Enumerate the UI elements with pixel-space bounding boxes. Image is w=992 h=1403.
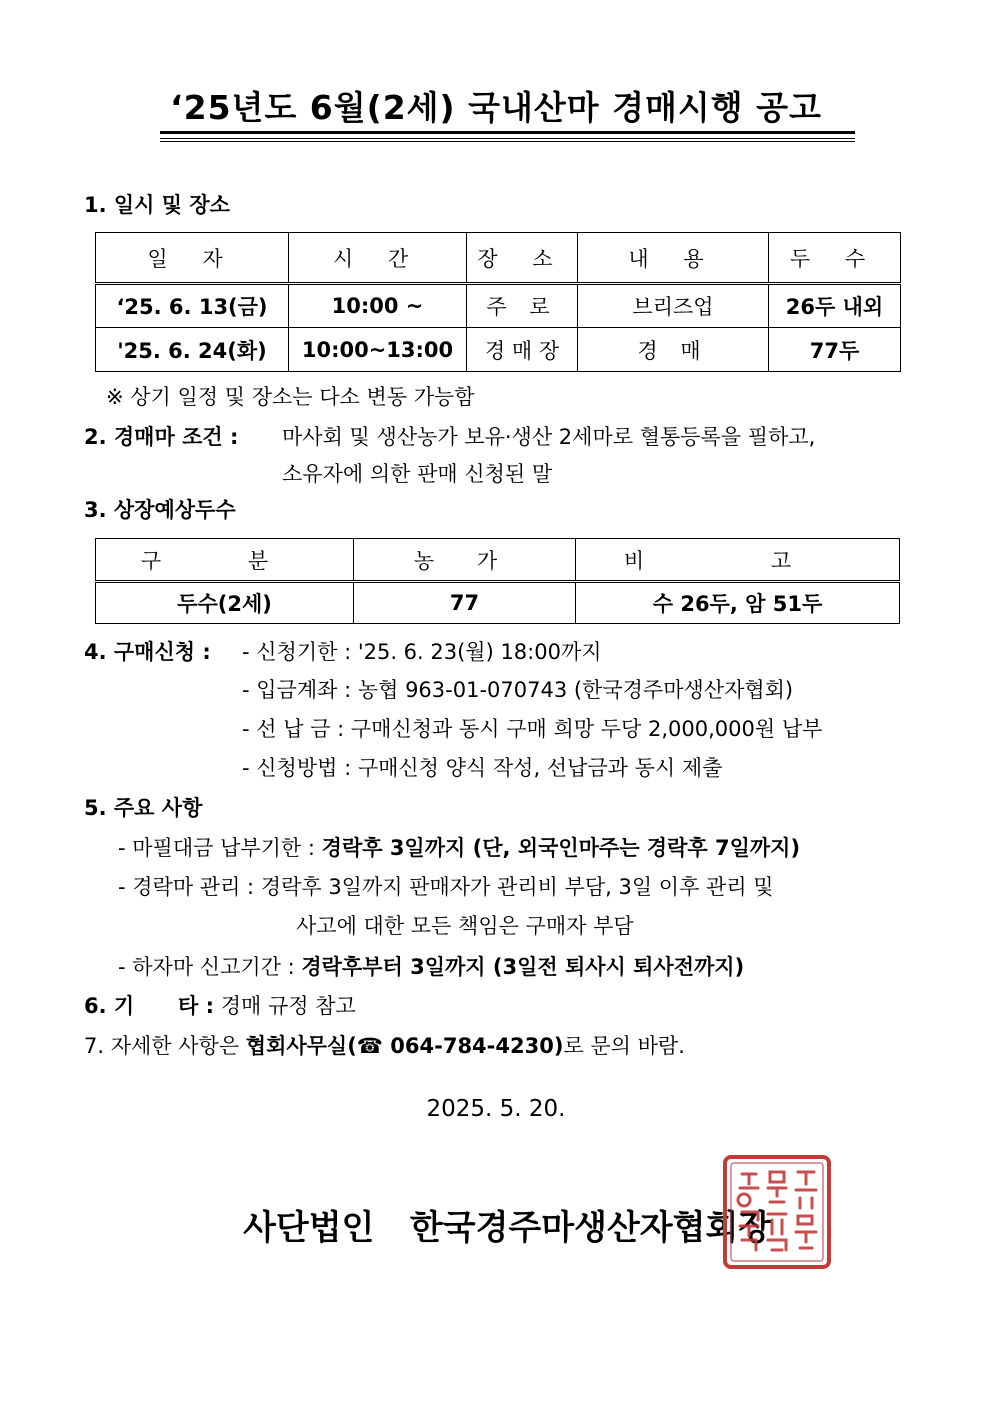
schedule-table <box>95 232 901 372</box>
header-cell-category: 구 분 <box>96 539 354 582</box>
section-4-label: 4. 구매신청 : <box>84 640 211 664</box>
header-cell-remark: 비 고 <box>576 539 900 582</box>
purchase-item-deposit: - 선 납 금 : 구매신청과 동시 구매 희망 두당 2,000,000원 납부 <box>242 717 823 741</box>
contact-office: 협회사무실(☎ 064-784-4230) <box>245 1034 564 1058</box>
header-cell-count: 두 수 <box>769 233 901 284</box>
header-cell-farm: 농 가 <box>354 539 576 582</box>
header-cell-content: 내 용 <box>578 233 769 284</box>
item-label: - 마필대금 납부기한 : <box>118 836 322 860</box>
item-label: - 하자마 신고기간 : <box>118 955 302 979</box>
management-item-line2: 사고에 대한 모든 책임은 구매자 부담 <box>296 914 634 938</box>
section-2-label: 2. 경매마 조건 : <box>84 425 239 449</box>
table-row <box>96 284 901 328</box>
purchase-item-account: - 입금계좌 : 농협 963-01-070743 (한국경주마생산자협회) <box>242 678 794 702</box>
section-2-text-line2: 소유자에 의한 판매 신청된 말 <box>282 462 553 486</box>
table-row <box>96 328 901 372</box>
purchase-item-deadline: - 신청기한 : '25. 6. 23(월) 18:00까지 <box>242 640 602 664</box>
section-1-heading: 1. 일시 및 장소 <box>84 193 230 217</box>
section-6 <box>84 992 356 1020</box>
page-title: ‘25년도 6월(2세) 국내산마 경매시행 공고 <box>170 88 822 127</box>
table-row <box>96 582 900 624</box>
table-cell: 브리즈업 <box>578 284 769 328</box>
section-2-text-line1: 마사회 및 생산농가 보유·생산 2세마로 혈통등록을 필하고, <box>282 425 816 449</box>
item-emphasis: 경락후부터 3일까지 (3일전 퇴사시 퇴사전까지) <box>301 955 745 979</box>
notice-date: 2025. 5. 20. <box>426 1096 566 1122</box>
table-cell: 10:00~13:00 <box>289 328 467 372</box>
defect-report-item <box>118 953 744 981</box>
table-header-row <box>96 539 900 582</box>
title-underline <box>160 131 855 134</box>
table-cell: 수 26두, 암 51두 <box>576 582 900 624</box>
table-header-row <box>96 233 901 284</box>
table-cell: ‘25. 6. 13(금) <box>96 284 289 328</box>
table-cell: 26두 내외 <box>769 284 901 328</box>
header-cell-time: 시 간 <box>289 233 467 284</box>
section-6-label: 6. 기 타 : <box>84 994 215 1018</box>
table-cell: 경 매 <box>578 328 769 372</box>
management-item-line1: - 경락마 관리 : 경락후 3일까지 판매자가 관리비 부담, 3일 이후 관리 및 <box>118 875 774 899</box>
section-7 <box>84 1032 685 1060</box>
table-cell: '25. 6. 24(화) <box>96 328 289 372</box>
table-cell: 주 로 <box>467 284 578 328</box>
section-6-text: 경매 규정 참고 <box>220 994 356 1018</box>
official-seal-icon <box>722 1154 832 1270</box>
section-3-heading: 3. 상장예상두수 <box>84 498 236 522</box>
title-underline <box>160 141 855 142</box>
table-cell: 경 매 장 <box>467 328 578 372</box>
header-cell-place: 장 소 <box>467 233 578 284</box>
section-7-suffix: 로 문의 바람. <box>563 1034 685 1058</box>
payment-deadline-item <box>118 834 800 862</box>
signer-name: 사단법인 한국경주마생산자협회장 <box>243 1208 772 1248</box>
section-5-heading: 5. 주요 사항 <box>84 796 203 820</box>
item-emphasis: 경락후 3일까지 (단, 외국인마주는 경락후 7일까지) <box>321 836 801 860</box>
header-cell-date: 일 자 <box>96 233 289 284</box>
expected-count-table <box>95 538 900 624</box>
title-underline <box>160 138 855 139</box>
table-cell: 77두 <box>769 328 901 372</box>
table-cell: 두수(2세) <box>96 582 354 624</box>
purchase-item-method: - 신청방법 : 구매신청 양식 작성, 선납금과 동시 제출 <box>242 756 723 780</box>
section-7-prefix: 7. 자세한 사항은 <box>84 1034 246 1058</box>
table-cell: 10:00 ~ <box>289 284 467 328</box>
table-cell: 77 <box>354 582 576 624</box>
schedule-note: ※ 상기 일정 및 장소는 다소 변동 가능함 <box>106 385 475 409</box>
